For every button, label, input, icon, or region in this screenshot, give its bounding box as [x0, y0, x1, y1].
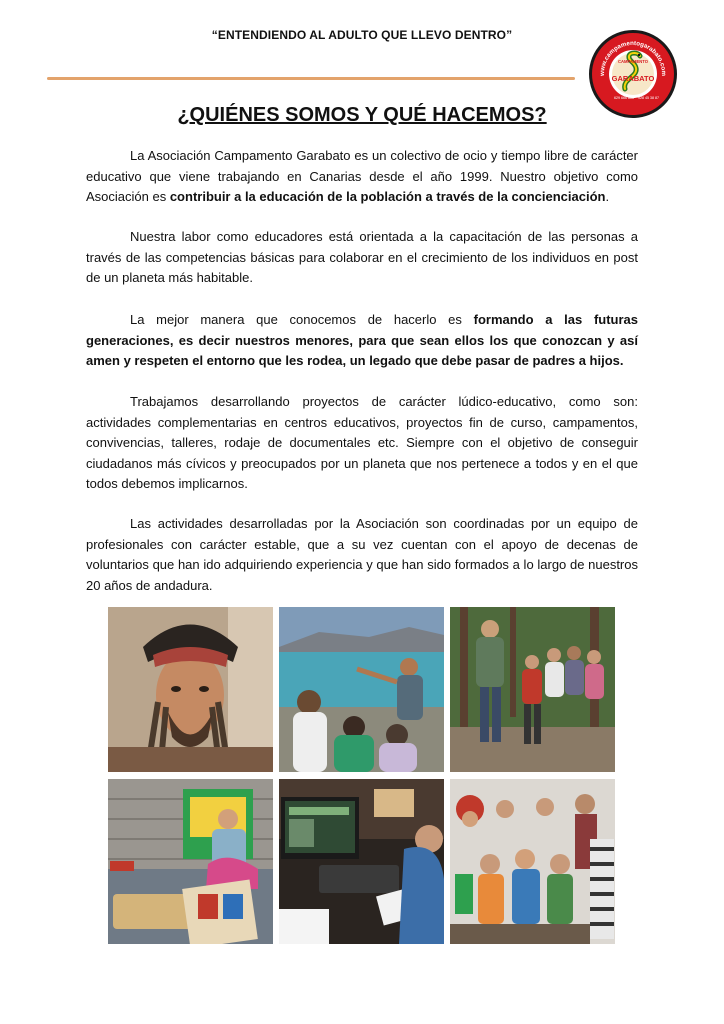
photo-puppet-theatre [108, 779, 273, 944]
paragraph-intro [86, 146, 638, 208]
paragraph-method [86, 310, 638, 372]
photo-coast-group [279, 607, 444, 772]
logo-brand: CAMPAMENTO [617, 59, 649, 64]
header-title: “ENTENDIENDO AL ADULTO QUE LLEVO DENTRO” [211, 28, 513, 42]
photo-gallery [108, 607, 616, 945]
paragraph-intro-end: . [605, 189, 610, 205]
paragraph-projects [86, 392, 638, 495]
paragraph-team [86, 514, 638, 596]
logo-name: GARABATO [611, 74, 655, 83]
photo-costume-group [450, 779, 615, 944]
header-divider [47, 77, 575, 80]
page-title: ¿QUIÉNES SOMOS Y QUÉ HACEMOS? [177, 104, 547, 126]
paragraph-labor-text: Nuestra labor como educadores está orientada a la capacitación de las personas a través de las competencias básicas para colaborar en el crecimiento de los individuos en post de un planeta más habitable. [86, 229, 638, 286]
paragraph-projects-text: Trabajamos desarrollando proyectos de carácter lúdico-educativo, como son: actividades complementarias en centros educativos, proyectos fin de curso, campamentos, convivencias, talleres, rodaje de documentales etc. Siempre con el objetivo de conseguir ciudadanos más cívicos y preocupados por un planeta que nos pertenece a todos y en el que todos debemos implicarnos. [86, 394, 638, 492]
paragraph-labor [86, 227, 638, 289]
paragraph-method-bold: formando a las futuras generaciones, es decir nuestros menores, para que sean ellos los que conozcan y así amen y respeten el entorno que les rodea, un legado que debe pasar de padres a hijos. [86, 312, 638, 369]
logo-url-text: www.campamentogarabato.com [598, 39, 668, 77]
photo-pirate-portrait [108, 607, 273, 772]
photo-computer-desk [279, 779, 444, 944]
paragraph-method-text: La mejor manera que conocemos de hacerlo es [130, 312, 474, 327]
photo-forest-group [450, 607, 615, 772]
paragraph-intro-bold: contribuir a la educación de la población a través de la concienciación [169, 189, 606, 205]
paragraph-intro-text: La Asociación Campamento Garabato es un colectivo de ocio y tiempo libre de carácter educativo que viene trabajando en Canarias desde el año 1999. Nuestro objetivo como Asociación es [86, 148, 638, 205]
logo-phone-right: 928 45 38 87 [638, 96, 659, 100]
logo-phone-left: 629 666 888 [614, 96, 634, 100]
paragraph-team-text: Las actividades desarrolladas por la Asociación son coordinadas por un equipo de profesionales con carácter estable, que a su vez cuentan con el apoyo de decenas de voluntarios que han ido adquiriendo experiencia y que han sido formados a lo largo de nuestros 20 años de andadura. [86, 516, 638, 593]
